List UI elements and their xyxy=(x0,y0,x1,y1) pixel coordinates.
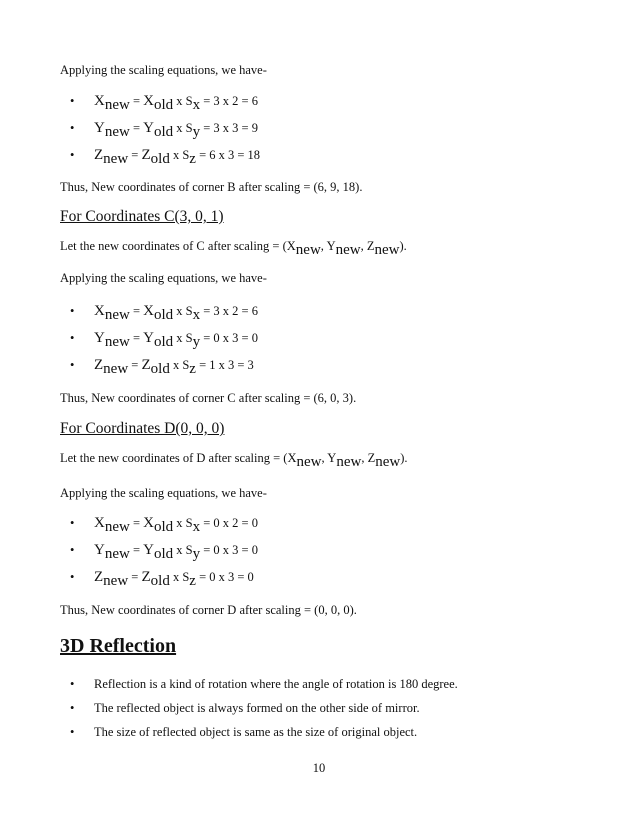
bullet-icon: • xyxy=(70,94,75,108)
bullet-icon: • xyxy=(70,543,75,557)
result-text: Thus, New coordinates of corner D after scaling = (0, 0, 0). xyxy=(60,603,357,617)
applying-text: Applying the scaling equations, we have- xyxy=(60,271,267,285)
bullet-icon: • xyxy=(70,358,75,372)
equation-item: • $X_{new} = X_{old}$ x $S_x = 3$ x 2 = 6 xyxy=(70,303,258,323)
page-number: 10 xyxy=(312,761,326,775)
list-item: • The reflected object is always formed on the other side of mirror. xyxy=(70,701,420,715)
section-heading: For Coordinates D(0, 0, 0) xyxy=(60,420,225,437)
let-text: Let the new coordinates of C after scaling = ($X_{new}$, $Y_{new}$, $Z_{new}$). xyxy=(60,239,407,258)
bullet-icon: • xyxy=(70,701,75,715)
let-text: Let the new coordinates of D after scaling = ($X_{new}$, $Y_{new}$, $Z_{new}$). xyxy=(60,451,408,470)
bullet-icon: • xyxy=(70,516,75,530)
bullet-icon: • xyxy=(70,677,75,691)
equation-item: • $X_{new} = X_{old}$ x $S_x = 0$ x 2 = 0 xyxy=(70,515,258,535)
equation-item: • $Z_{new} = Z_{old}$ x $S_z = 1$ x 3 = 3 xyxy=(70,357,254,377)
bullet-icon: • xyxy=(70,725,75,739)
list-item: • The size of reflected object is same as the size of original object. xyxy=(70,725,418,739)
list-item: • Reflection is a kind of rotation where the angle of rotation is 180 degree. xyxy=(70,677,458,691)
bullet-icon: • xyxy=(70,570,75,584)
section-heading: For Coordinates C(3, 0, 1) xyxy=(60,208,224,225)
equation-item: • $Y_{new} = Y_{old}$ x $S_y = 0$ x 3 = 0 xyxy=(70,542,258,562)
result-text: Thus, New coordinates of corner C after scaling = (6, 0, 3). xyxy=(60,391,357,405)
bullet-icon: • xyxy=(70,304,75,318)
result-text: Thus, New coordinates of corner B after scaling = (6, 9, 18). xyxy=(60,180,363,194)
bullet-icon: • xyxy=(70,148,75,162)
bullet-icon: • xyxy=(70,121,75,135)
bullet-icon: • xyxy=(70,331,75,345)
equation-item: • $Y_{new} = Y_{old}$ x $S_y = 3$ x 3 = 9 xyxy=(70,120,258,140)
equation-item: • $X_{new} = X_{old}$ x $S_x = 3$ x 2 = 6 xyxy=(70,93,258,113)
applying-text: Applying the scaling equations, we have- xyxy=(60,486,267,500)
equation-item: • $Y_{new} = Y_{old}$ x $S_y = 0$ x 3 = 0 xyxy=(70,330,258,350)
section-title: 3D Reflection xyxy=(60,635,177,657)
equation-item: • $Z_{new} = Z_{old}$ x $S_z = 6$ x 3 = 18 xyxy=(70,147,261,167)
applying-text: Applying the scaling equations, we have- xyxy=(60,63,267,77)
equation-item: • $Z_{new} = Z_{old}$ x $S_z = 0$ x 3 = 0 xyxy=(70,569,254,589)
